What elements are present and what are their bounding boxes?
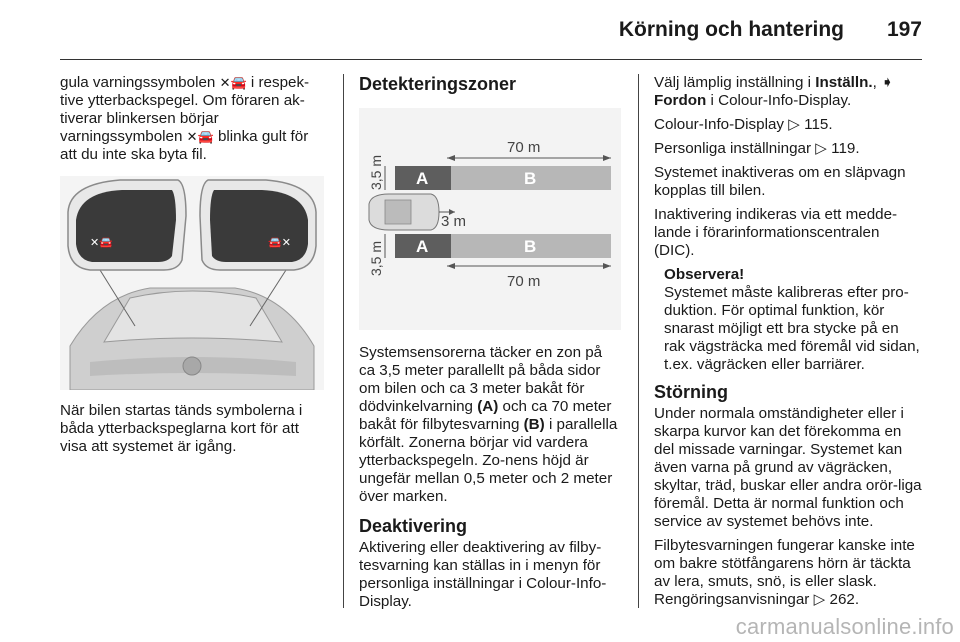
deactivation-paragraph: Aktivering eller deaktivering av filby-tesvarning kan ställas in i menyn för personliga inställningar i Colour-Info-Display. bbox=[359, 539, 607, 610]
svg-text:✕🚘: ✕🚘 bbox=[90, 237, 113, 249]
zone-dim-top-70: 70 m bbox=[507, 139, 541, 156]
detection-zones-diagram bbox=[359, 108, 621, 330]
column-3 bbox=[654, 74, 922, 615]
fault-heading: Störning bbox=[654, 382, 728, 402]
side-blind-zone-warning-icon: ✕🚘 bbox=[219, 75, 247, 90]
zone-dim-3: 3 m bbox=[441, 213, 467, 230]
watermark: carmanualsonline.info bbox=[735, 614, 954, 639]
detection-zones-heading: Detekteringszoner bbox=[359, 74, 517, 94]
page-reference-icon: ▷ bbox=[813, 591, 826, 608]
warning-symbol-paragraph: gula varningssymbolen ✕🚘 i respek-tive ytterbackspegel. Om föraren ak-tiverar blinkersen börjar varningssymbolen ✕🚘 blinka gult för att du inte ska byta fil. bbox=[60, 74, 310, 163]
cleaning-paragraph: Filbytesvarningen fungerar kanske inte om bakre stötfångarens hörn är täckta av lera, smuts, snö, is eller slask. Rengöringsanvisningar ▷ 262. bbox=[654, 537, 915, 608]
zone-label-a-top: A bbox=[416, 169, 429, 188]
column-divider-2 bbox=[638, 74, 639, 608]
side-blind-zone-warning-icon: ✕🚘 bbox=[186, 129, 214, 144]
header-rule bbox=[60, 59, 922, 60]
mirror-illustration bbox=[60, 176, 324, 390]
arrow-right-icon: ➧ bbox=[881, 74, 894, 91]
fault-paragraph: Under normala omständigheter eller i skarpa kurvor kan det förekomma en del missade varningar. Systemet kan även varna på grund av vägräcken, skyltar, träd, buskar eller andra orör-liga föremål. Detta är normal funktion och service av systemet behövs inte. bbox=[654, 405, 922, 530]
zone-dim-35-top: 3,5 m bbox=[368, 154, 384, 190]
zone-label-b-top: B bbox=[524, 169, 537, 188]
zone-dim-bottom-70: 70 m bbox=[507, 273, 541, 290]
settings-paragraph: Välj lämplig inställning i Inställn., ➧ Fordon i Colour-Info-Display. bbox=[654, 74, 894, 109]
column-divider-1 bbox=[343, 74, 344, 608]
note-text: Systemet måste kalibreras efter pro-duktion. För optimal funktion, kör snarast möjligt ett bra stycke på en rak vägsträcka med föremål vid sidan, t.ex. vägräcken eller barriärer. bbox=[664, 284, 920, 373]
trailer-paragraph: Systemet inaktiveras om en släpvagn kopplas till bilen. bbox=[654, 164, 906, 199]
page-number: 197 bbox=[886, 18, 922, 41]
page-reference-icon: ▷ bbox=[788, 116, 800, 133]
column-1 bbox=[60, 74, 328, 462]
note-block bbox=[664, 266, 922, 374]
note-title: Observera! bbox=[664, 266, 745, 283]
deactivation-heading: Deaktivering bbox=[359, 516, 468, 536]
symbols-on-start-paragraph: När bilen startas tänds symbolerna i båda ytterbackspeglarna kort för att visa att systemet är igång. bbox=[60, 402, 303, 455]
header-title: Körning och hantering bbox=[618, 18, 844, 41]
column-2 bbox=[359, 74, 621, 617]
colour-info-display-ref: Colour-Info-Display ▷ 115. bbox=[654, 116, 833, 133]
zone-label-a-bottom: A bbox=[416, 237, 429, 256]
page-header bbox=[60, 12, 922, 58]
zone-dim-35-bottom: 3,5 m bbox=[368, 240, 384, 276]
zone-label-b-bottom: B bbox=[524, 237, 537, 256]
page-reference-icon: ▷ bbox=[815, 140, 827, 157]
deactivation-message-paragraph: Inaktivering indikeras via ett medde-lande i förarinformationscentralen (DIC). bbox=[654, 206, 898, 259]
personal-settings-ref: Personliga inställningar ▷ 119. bbox=[654, 140, 860, 157]
sensor-coverage-paragraph: Systemsensorerna täcker en zon på ca 3,5 meter parallellt på båda sidor om bilen och ca 3 meter bakåt för dödvinkelvarning (A) och ca 70 meter bakåt för filbytesvarning (B) i parallella körfält. Zonerna börjar vid vardera ytterbackspegeln. Zo-nens höjd är ungefär mellan 0,5 meter och 2 meter över marken. bbox=[359, 344, 618, 505]
svg-text:🚘✕: 🚘✕ bbox=[268, 237, 291, 249]
